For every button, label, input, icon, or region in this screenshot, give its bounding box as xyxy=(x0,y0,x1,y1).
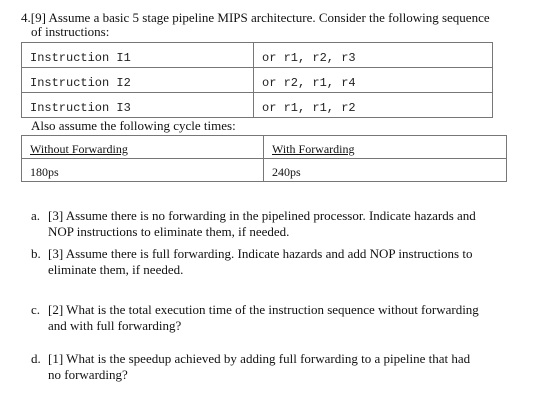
instruction-name: Instruction I1 xyxy=(22,43,254,68)
table-row xyxy=(22,68,493,93)
cycle-time-table xyxy=(21,135,507,182)
question-d xyxy=(31,351,470,383)
question-text: [1] What is the speedup achieved by adding full forwarding to a pipeline that had xyxy=(48,351,471,366)
table-row xyxy=(22,93,493,118)
problem-intro-line-2: of instructions: xyxy=(31,24,110,39)
instruction-name: Instruction I3 xyxy=(22,93,254,118)
column-header-with-forwarding: With Forwarding xyxy=(264,136,507,159)
question-text: [2] What is the total execution time of the instruction sequence without forwarding xyxy=(48,302,479,317)
instruction-code: or r2, r1, r4 xyxy=(254,68,493,93)
cycle-times-caption: Also assume the following cycle times: xyxy=(31,118,236,133)
question-text-continued: NOP instructions to eliminate them, if needed. xyxy=(48,224,290,239)
instruction-code: or r1, r2, r3 xyxy=(254,43,493,68)
table-row xyxy=(22,43,493,68)
question-text-continued: no forwarding? xyxy=(48,367,128,382)
table-row xyxy=(22,159,507,182)
question-b xyxy=(31,246,472,278)
question-text-continued: eliminate them, if needed. xyxy=(48,262,184,277)
question-text: [3] Assume there is no forwarding in the pipelined processor. Indicate hazards and xyxy=(48,208,476,223)
question-label: a. xyxy=(31,208,41,223)
table-header-row xyxy=(22,136,507,159)
question-label: c. xyxy=(31,302,41,317)
question-label: d. xyxy=(31,351,41,366)
question-text-continued: and with full forwarding? xyxy=(48,318,182,333)
question-c xyxy=(31,302,479,334)
instruction-name: Instruction I2 xyxy=(22,68,254,93)
instruction-code: or r1, r1, r2 xyxy=(254,93,493,118)
cycle-time-without-forwarding: 180ps xyxy=(22,159,264,182)
problem-intro-line-1: 4.[9] Assume a basic 5 stage pipeline MIPS architecture. Consider the following sequence xyxy=(21,10,490,25)
question-text: [3] Assume there is full forwarding. Indicate hazards and add NOP instructions to xyxy=(48,246,473,261)
question-a xyxy=(31,208,476,240)
cycle-time-with-forwarding: 240ps xyxy=(264,159,507,182)
instruction-table xyxy=(21,42,493,118)
question-label: b. xyxy=(31,246,41,261)
column-header-without-forwarding: Without Forwarding xyxy=(22,136,264,159)
